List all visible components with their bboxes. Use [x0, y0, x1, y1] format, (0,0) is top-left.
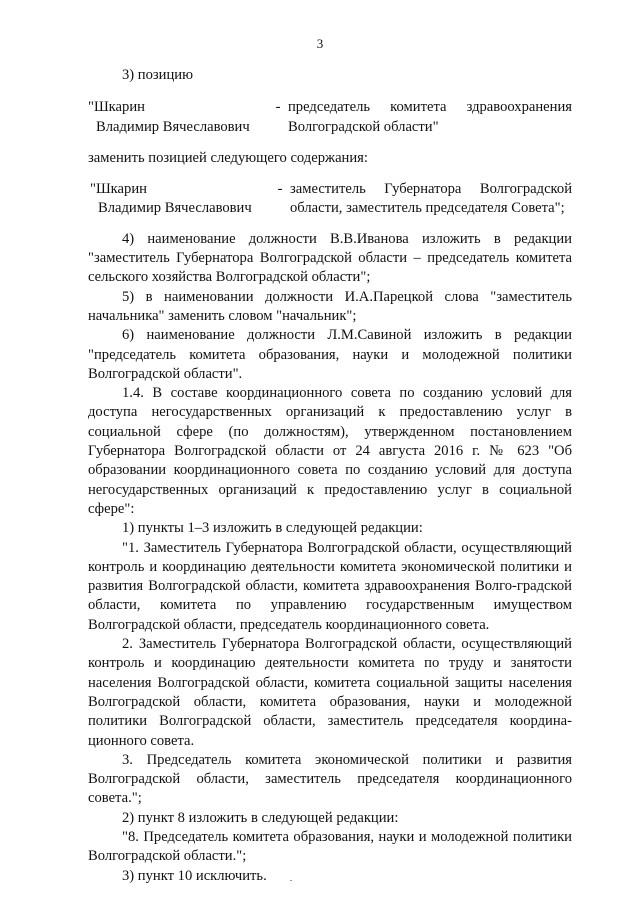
quote-point-8: "8. Председатель комитета образования, науки и молодежной политики Волгоградской области."; — [88, 828, 572, 865]
entry-new — [88, 180, 572, 219]
item-1-4: 1.4. В составе координационного совета по созданию условий для доступа негосударственных организаций к предоставлению услуг в социальной сфере (по должностям), утвержденном постановлением Губернатора Волгоградской области от 24 августа 2016 г. № 623 "Об образовании координационного совета по созданию условий для доступа негосударственных организаций к предоставлению услуг в социальной сфере": — [88, 385, 572, 517]
entry-old-role — [288, 98, 572, 137]
entry-new-name-line1: "Шкарин — [90, 181, 147, 198]
entry-new-name — [88, 180, 270, 219]
item-5: 5) в наименовании должности И.А.Парецкой слова "заместитель начальника" заменить словом "начальник"; — [88, 288, 572, 324]
entry-new-name-line2: Владимир Вячеславович — [98, 200, 252, 217]
entry-old-name — [88, 98, 268, 137]
scan-speck — [290, 880, 292, 881]
entry-old-name-line1: "Шкарин — [88, 99, 145, 116]
sub-item-2: 2) пункт 8 изложить в следующей редакции: — [122, 809, 399, 826]
sub-item-1: 1) пункты 1–3 изложить в следующей редакции: — [122, 520, 423, 537]
entry-old-role-line1: председатель комитета здравоохранения — [288, 99, 572, 116]
entry-new-role-line1: заместитель Губернатора Волгоградской — [290, 181, 572, 198]
item-6: 6) наименование должности Л.М.Савиной изложить в редакции "председатель комитета образования, науки и молодежной политики Волгоградской области". — [88, 327, 572, 382]
page-number: 3 — [316, 36, 324, 51]
quote-point-2: 2. Заместитель Губернатора Волгоградской области, осуществляющий контроль и координацию деятельности комитета по труду и занятости населения Волгоградской области, комитета социальной защиты населения Волгоградской области, комитета образования, науки и молодежной политики Волгоградской области, заместитель председателя координа-ционного совета. — [88, 636, 572, 749]
replace-text: заменить позицией следующего содержания: — [88, 149, 368, 166]
entry-new-role — [290, 180, 572, 219]
entry-new-dash: - — [277, 181, 283, 198]
entry-old-name-line2: Владимир Вячеславович — [96, 118, 250, 135]
entry-old — [88, 98, 572, 137]
quote-point-3: 3. Председатель комитета экономической политики и развития Волгоградской области, заместитель председателя координационного совета."; — [88, 751, 572, 807]
entry-old-role-line2: Волгоградской области" — [288, 118, 439, 135]
sub-item-3: 3) пункт 10 исключить. — [122, 867, 267, 884]
document-body — [88, 66, 572, 886]
entry-new-role-line2: области, заместитель председателя Совета"; — [290, 200, 565, 217]
quote-point-1: "1. Заместитель Губернатора Волгоградской области, осуществляющий контроль и координацию деятельности комитета экономической политики и развития Волгоградской области, комитета здравоохранения Волго-градской области, комитета по управлению государственным имуществом Волгоградской области, председатель координационного совета. — [88, 539, 572, 633]
item-3-intro: 3) позицию — [122, 67, 194, 83]
entry-old-dash: - — [275, 99, 281, 116]
item-4: 4) наименование должности В.В.Иванова изложить в редакции "заместитель Губернатора Волгоградской области – председатель комитета сельского хозяйства Волгоградской области"; — [88, 230, 572, 286]
